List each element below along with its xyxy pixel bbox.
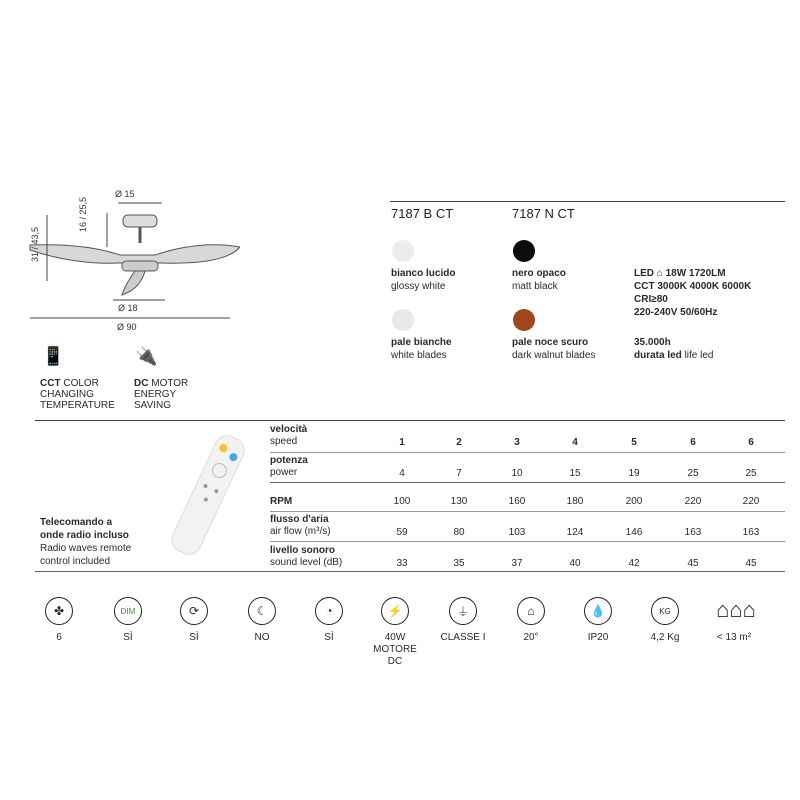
- table-cell: 37: [511, 558, 523, 569]
- row-divider: [270, 482, 785, 483]
- swatch-glossy-white: [392, 240, 414, 262]
- table-cell: 130: [450, 496, 468, 507]
- table-cell: 10: [511, 468, 523, 479]
- table-cell: 6: [748, 437, 754, 448]
- power-bolt-icon: ⚡: [381, 597, 409, 625]
- table-cell: 160: [508, 496, 526, 507]
- row-divider: [35, 571, 785, 572]
- icon-value: NO: [254, 632, 270, 643]
- row-label-rpm: RPM: [270, 496, 293, 507]
- feature-dc: DC MOTOR ENERGY SAVING: [134, 378, 189, 411]
- blades-white: pale bianche white blades: [391, 337, 452, 361]
- row-divider: [270, 452, 785, 453]
- swatch-white-blades: [392, 309, 414, 331]
- table-cell: 59: [396, 527, 408, 538]
- row-label-speed: velocità speed: [270, 424, 308, 447]
- table-cell: 42: [628, 558, 640, 569]
- table-cell: 45: [745, 558, 757, 569]
- body-diameter-label: Ø 18: [118, 303, 138, 313]
- table-cell: 7: [456, 468, 462, 479]
- icon-value: 6: [56, 632, 62, 643]
- ip-drops-icon: 💧: [584, 597, 612, 625]
- led-life: 35.000h durata led life led: [634, 337, 714, 361]
- row-label-sound: livello sonoro sound level (dB): [270, 545, 343, 568]
- variant-code-white: 7187 B CT: [391, 206, 454, 221]
- table-cell: 163: [742, 527, 760, 538]
- weight-icon: KG: [651, 597, 679, 625]
- icon-value: SÌ: [123, 632, 133, 643]
- ceiling-slope-icon: ⌂: [517, 597, 545, 625]
- icon-value: 4,2 Kg: [650, 632, 680, 643]
- table-cell: 25: [687, 468, 699, 479]
- row-label-power: potenza power: [270, 455, 308, 478]
- table-cell: 40: [569, 558, 581, 569]
- led-specs: LED ⌂ 18W 1720LM CCT 3000K 4000K 6000K CRI≥80 220-240V 50/60Hz: [634, 268, 752, 318]
- table-cell: 5: [631, 437, 637, 448]
- finish-white: bianco lucido glossy white: [391, 268, 456, 292]
- table-cell: 6: [690, 437, 696, 448]
- table-cell: 220: [684, 496, 702, 507]
- table-cell: 35: [453, 558, 465, 569]
- icon-value: < 13 m²: [716, 632, 752, 643]
- rod-height-label: 16 / 25,5: [78, 196, 88, 232]
- feature-cct: CCT COLOR CHANGING TEMPERATURE: [40, 378, 115, 411]
- remote-control-image: [160, 430, 255, 560]
- table-cell: 25: [745, 468, 757, 479]
- divider: [35, 420, 785, 421]
- remote-caption: Telecomando a onde radio incluso Radio waves remote control included: [40, 517, 132, 567]
- table-cell: 4: [399, 468, 405, 479]
- blades-walnut: pale noce scuro dark walnut blades: [512, 337, 596, 361]
- table-cell: 2: [456, 437, 462, 448]
- blade-diameter-label: Ø 90: [117, 322, 137, 332]
- table-cell: 4: [572, 437, 578, 448]
- dimmable-icon: DIM: [114, 597, 142, 625]
- swatch-matt-black: [513, 240, 535, 262]
- table-cell: 45: [687, 558, 699, 569]
- night-light-icon: ☾: [248, 597, 276, 625]
- table-cell: 3: [514, 437, 520, 448]
- swatch-walnut-blades: [513, 309, 535, 331]
- row-divider: [270, 511, 785, 512]
- icon-value: SÌ: [189, 632, 199, 643]
- table-cell: 19: [628, 468, 640, 479]
- timer-icon: ◔: [315, 597, 343, 625]
- icon-value: IP20: [587, 632, 609, 643]
- table-cell: 180: [566, 496, 584, 507]
- ground-class-icon: ⏚: [449, 597, 477, 625]
- row-label-airflow: flusso d'aria air flow (m³/s): [270, 514, 331, 537]
- table-cell: 1: [399, 437, 405, 448]
- table-cell: 200: [625, 496, 643, 507]
- remote-cct-icon: 📱: [42, 346, 65, 366]
- divider: [390, 201, 785, 202]
- table-cell: 33: [396, 558, 408, 569]
- icon-value: 40W MOTORE DC: [373, 632, 417, 667]
- table-cell: 100: [393, 496, 411, 507]
- total-height-label: 31 / 43,5: [30, 226, 40, 262]
- table-cell: 103: [508, 527, 526, 538]
- row-divider: [270, 541, 785, 542]
- top-diameter-label: Ø 15: [115, 189, 135, 199]
- table-cell: 15: [569, 468, 581, 479]
- table-cell: 220: [742, 496, 760, 507]
- icon-value: 20°: [523, 632, 539, 643]
- variant-code-black: 7187 N CT: [512, 206, 575, 221]
- dc-plug-icon: 🔌: [135, 346, 158, 366]
- table-cell: 163: [684, 527, 702, 538]
- finish-black: nero opaco matt black: [512, 268, 566, 292]
- fan-blades-icon: ✤: [45, 597, 73, 625]
- reverse-rotation-icon: ⟳: [180, 597, 208, 625]
- icon-value: CLASSE I: [440, 632, 486, 643]
- table-cell: 124: [566, 527, 584, 538]
- icon-value: SÌ: [324, 632, 334, 643]
- table-cell: 80: [453, 527, 465, 538]
- table-cell: 146: [625, 527, 643, 538]
- room-size-icon: ⌂⌂⌂: [716, 597, 756, 622]
